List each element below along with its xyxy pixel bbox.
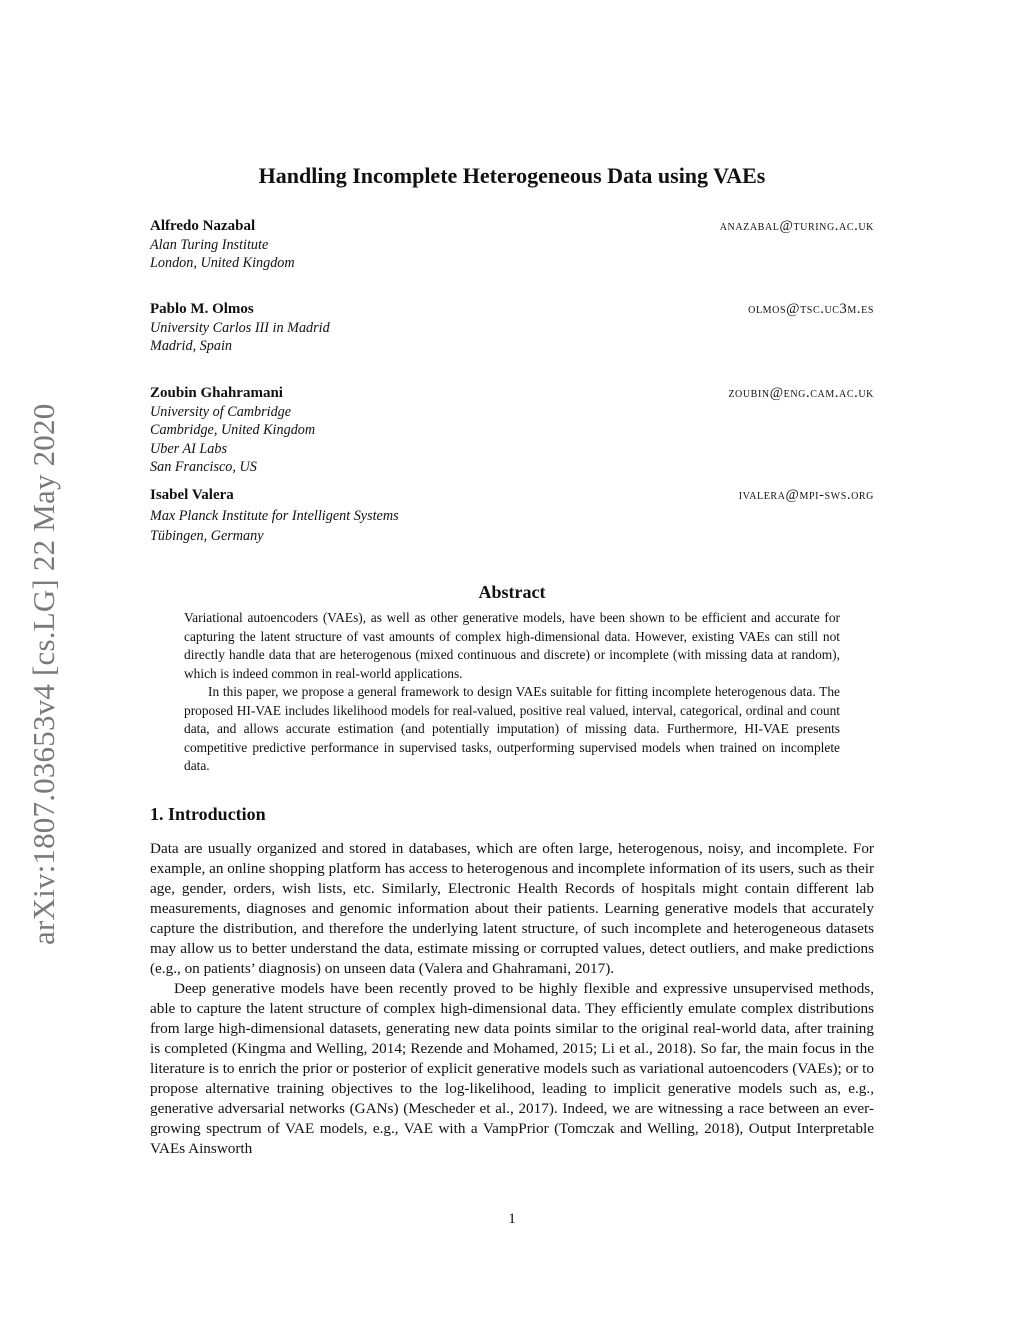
- abstract-paragraph: Variational autoencoders (VAEs), as well as other generative models, have been shown to be efficient and accurate for capturing the latent structure of vast amounts of complex high-dimensional data. However, existing VAEs can still not directly handle data that are heterogenous (mixed continuous and discrete) or incomplete (with missing data at random), which is indeed common in real-world applications.: [184, 610, 840, 681]
- arxiv-identifier-stamp: arXiv:1807.03653v4 [cs.LG] 22 May 2020: [26, 403, 61, 945]
- author-affiliation: Alan Turing Institute: [150, 236, 269, 253]
- author-email: ivalera@mpi-sws.org: [738, 487, 874, 503]
- body-paragraph: Data are usually organized and stored in databases, which are often large, heterogenous, noisy, and incomplete. For example, an online shopping platform has access to heterogenous and incomplete information of its users, such as their age, gender, orders, wish lists, etc. Similarly, Electronic Health Records of hospitals might contain different lab measurements, diagnoses and genomic information about their patients. Learning generative models that accurately capture the distribution, and therefore the underlying latent structure, of such incomplete and heterogeneous datasets may allow us to better understand the data, estimate missing or corrupted values, detect outliers, and make predictions (e.g., on patients’ diagnosis) on unseen data (Valera and Ghahramani, 2017).: [150, 840, 874, 977]
- author-name: Isabel Valera: [150, 487, 234, 503]
- author-affiliation: Madrid, Spain: [150, 338, 232, 354]
- author-name: Pablo M. Olmos: [150, 301, 254, 317]
- author-affiliation: University Carlos III in Madrid: [150, 319, 330, 336]
- abstract-body: [184, 609, 840, 776]
- introduction-body: [150, 839, 874, 1159]
- author-block: [150, 384, 874, 477]
- author-affiliation: Max Planck Institute for Intelligent Systems: [150, 507, 399, 524]
- page-number: 1: [508, 1211, 516, 1227]
- author-email: olmos@tsc.uc3m.es: [748, 301, 874, 317]
- author-block: [150, 300, 874, 356]
- body-paragraph: Deep generative models have been recently proved to be highly flexible and expressive unsupervised methods, able to capture the latent structure of complex high-dimensional data. They efficiently emulate complex distributions from large high-dimensional datasets, generating new data points similar to the original real-world data, after training is completed (Kingma and Welling, 2014; Rezende and Mohamed, 2015; Li et al., 2018). So far, the main focus in the literature is to enrich the prior or posterior of explicit generative models such as variational autoencoders (VAEs); or to propose alternative training objectives to the log-likelihood, leading to implicit generative models such as, e.g., generative adversarial networks (GANs) (Mescheder et al., 2017). Indeed, we are witnessing a race between an ever-growing spectrum of VAE models, e.g., VAE with a VampPrior (Tomczak and Welling, 2018), Output Interpretable VAEs Ainsworth: [150, 980, 874, 1157]
- abstract-heading: Abstract: [478, 582, 546, 602]
- paper-title: Handling Incomplete Heterogeneous Data using VAEs: [258, 163, 766, 188]
- author-name: Zoubin Ghahramani: [150, 385, 283, 401]
- author-affiliation: Cambridge, United Kingdom: [150, 422, 316, 438]
- author-affiliation: Tübingen, Germany: [150, 528, 264, 544]
- section-heading-introduction: 1. Introduction: [150, 804, 266, 824]
- abstract-paragraph: In this paper, we propose a general framework to design VAEs suitable for fitting incomplete heterogenous data. The proposed HI-VAE includes likelihood models for real-valued, positive real valued, interval, categorical, ordinal and count data, and allows accurate estimation (and potentially imputation) of missing data. Furthermore, HI-VAE presents competitive predictive performance in supervised tasks, outperforming supervised models when trained on incomplete data.: [184, 684, 840, 773]
- author-email: anazabal@turing.ac.uk: [719, 218, 874, 234]
- author-block: [150, 217, 874, 273]
- author-affiliation: San Francisco, US: [150, 459, 257, 475]
- author-affiliation: London, United Kingdom: [150, 255, 295, 271]
- author-affiliation: University of Cambridge: [150, 403, 292, 420]
- author-block: [150, 486, 874, 546]
- author-name: Alfredo Nazabal: [150, 218, 256, 234]
- author-affiliation: Uber AI Labs: [150, 440, 227, 457]
- author-email: zoubin@eng.cam.ac.uk: [728, 385, 874, 401]
